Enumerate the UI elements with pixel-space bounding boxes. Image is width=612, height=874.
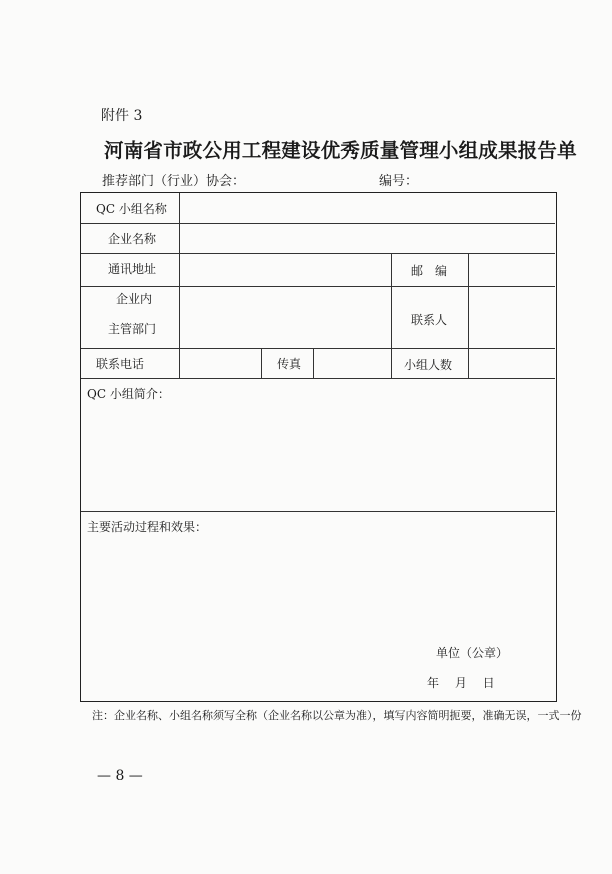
group-size-label: 小组人数 xyxy=(404,358,453,372)
qc-intro-label: QC 小组简介： xyxy=(87,387,170,401)
fax-field[interactable] xyxy=(314,349,391,378)
phone-label: 联系电话 xyxy=(96,357,145,371)
qc-group-name-field[interactable] xyxy=(180,193,555,223)
contact-person-label: 联系人 xyxy=(411,313,448,327)
phone-field[interactable] xyxy=(180,349,261,378)
department-field[interactable] xyxy=(180,287,391,348)
date-label: 年 月 日 xyxy=(427,676,495,690)
page-number: — 8 — xyxy=(97,768,143,784)
address-label: 通讯地址 xyxy=(108,262,157,276)
department-label-line2: 主管部门 xyxy=(108,322,157,336)
process-results-label: 主要活动过程和效果： xyxy=(87,520,208,534)
report-form-table xyxy=(80,192,557,702)
contact-person-field[interactable] xyxy=(469,287,555,348)
process-results-field[interactable] xyxy=(81,536,555,636)
address-field[interactable] xyxy=(180,254,391,286)
attachment-label: 附件 3 xyxy=(101,108,143,124)
number-label: 编号： xyxy=(379,174,419,189)
unit-seal-label: 单位（公章） xyxy=(436,646,509,660)
company-name-field[interactable] xyxy=(180,224,555,253)
group-size-field[interactable] xyxy=(469,349,555,378)
form-title: 河南省市政公用工程建设优秀质量管理小组成果报告单 xyxy=(104,139,577,162)
qc-group-name-label: QC 小组名称 xyxy=(96,202,167,216)
department-label-line1: 企业内 xyxy=(116,292,153,306)
company-name-label: 企业名称 xyxy=(108,232,157,246)
footnote: 注：企业名称、小组名称须写全称（企业名称以公章为准），填写内容简明扼要，准确无误，一式一份 xyxy=(92,709,582,722)
recommend-department-label: 推荐部门（行业）协会： xyxy=(102,174,246,189)
postcode-label: 邮 编 xyxy=(411,264,448,278)
fax-label: 传真 xyxy=(277,357,302,371)
qc-intro-field[interactable] xyxy=(81,403,555,511)
postcode-field[interactable] xyxy=(469,254,555,286)
